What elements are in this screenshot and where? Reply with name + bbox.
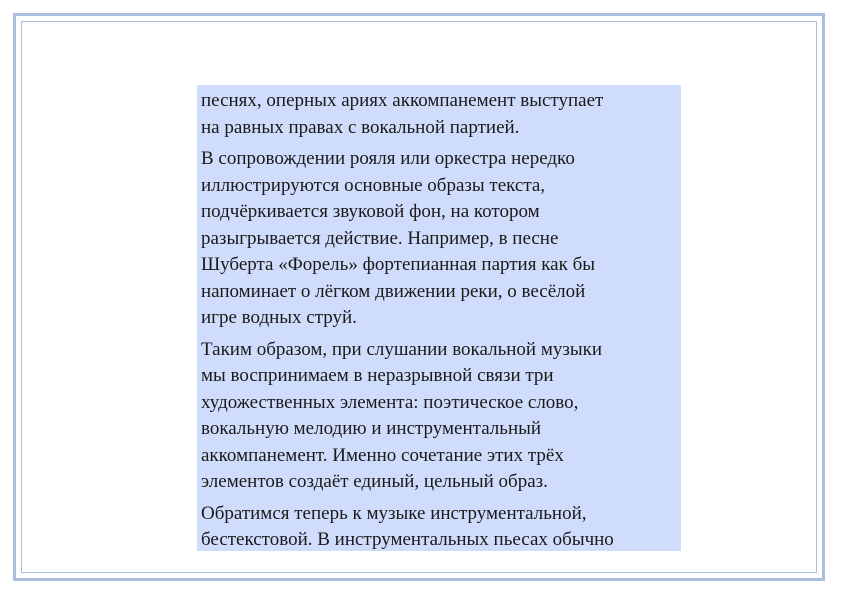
paragraph-4: Обратимся теперь к музыке инструментальной, бестекстовой. В инструментальных пьесах обычно [201,502,614,550]
text-box [197,85,681,551]
paragraph-1: песнях, оперных ариях аккомпанемент выступает на равных правах с вокальной партией. [201,90,604,138]
paragraph-3: Таким образом, при слушании вокальной музыки мы воспринимаем в неразрывной связи три художественных элемента: поэтическое слово, вокальную мелодию и инструментальный аккомпанемент. Именно сочетание этих трёх элементов создаёт единый, цельный образ. [201,338,603,492]
paragraph-2: В сопровождении рояля или оркестра нередко иллюстрируются основные образы текста, подчёркивается звуковой фон, на котором разыгрывается действие. Например, в песне Шуберта «Форель» фортепианная партия как бы напоминает о лёгком движении реки, о весёлой игре водных струй. [201,148,595,328]
